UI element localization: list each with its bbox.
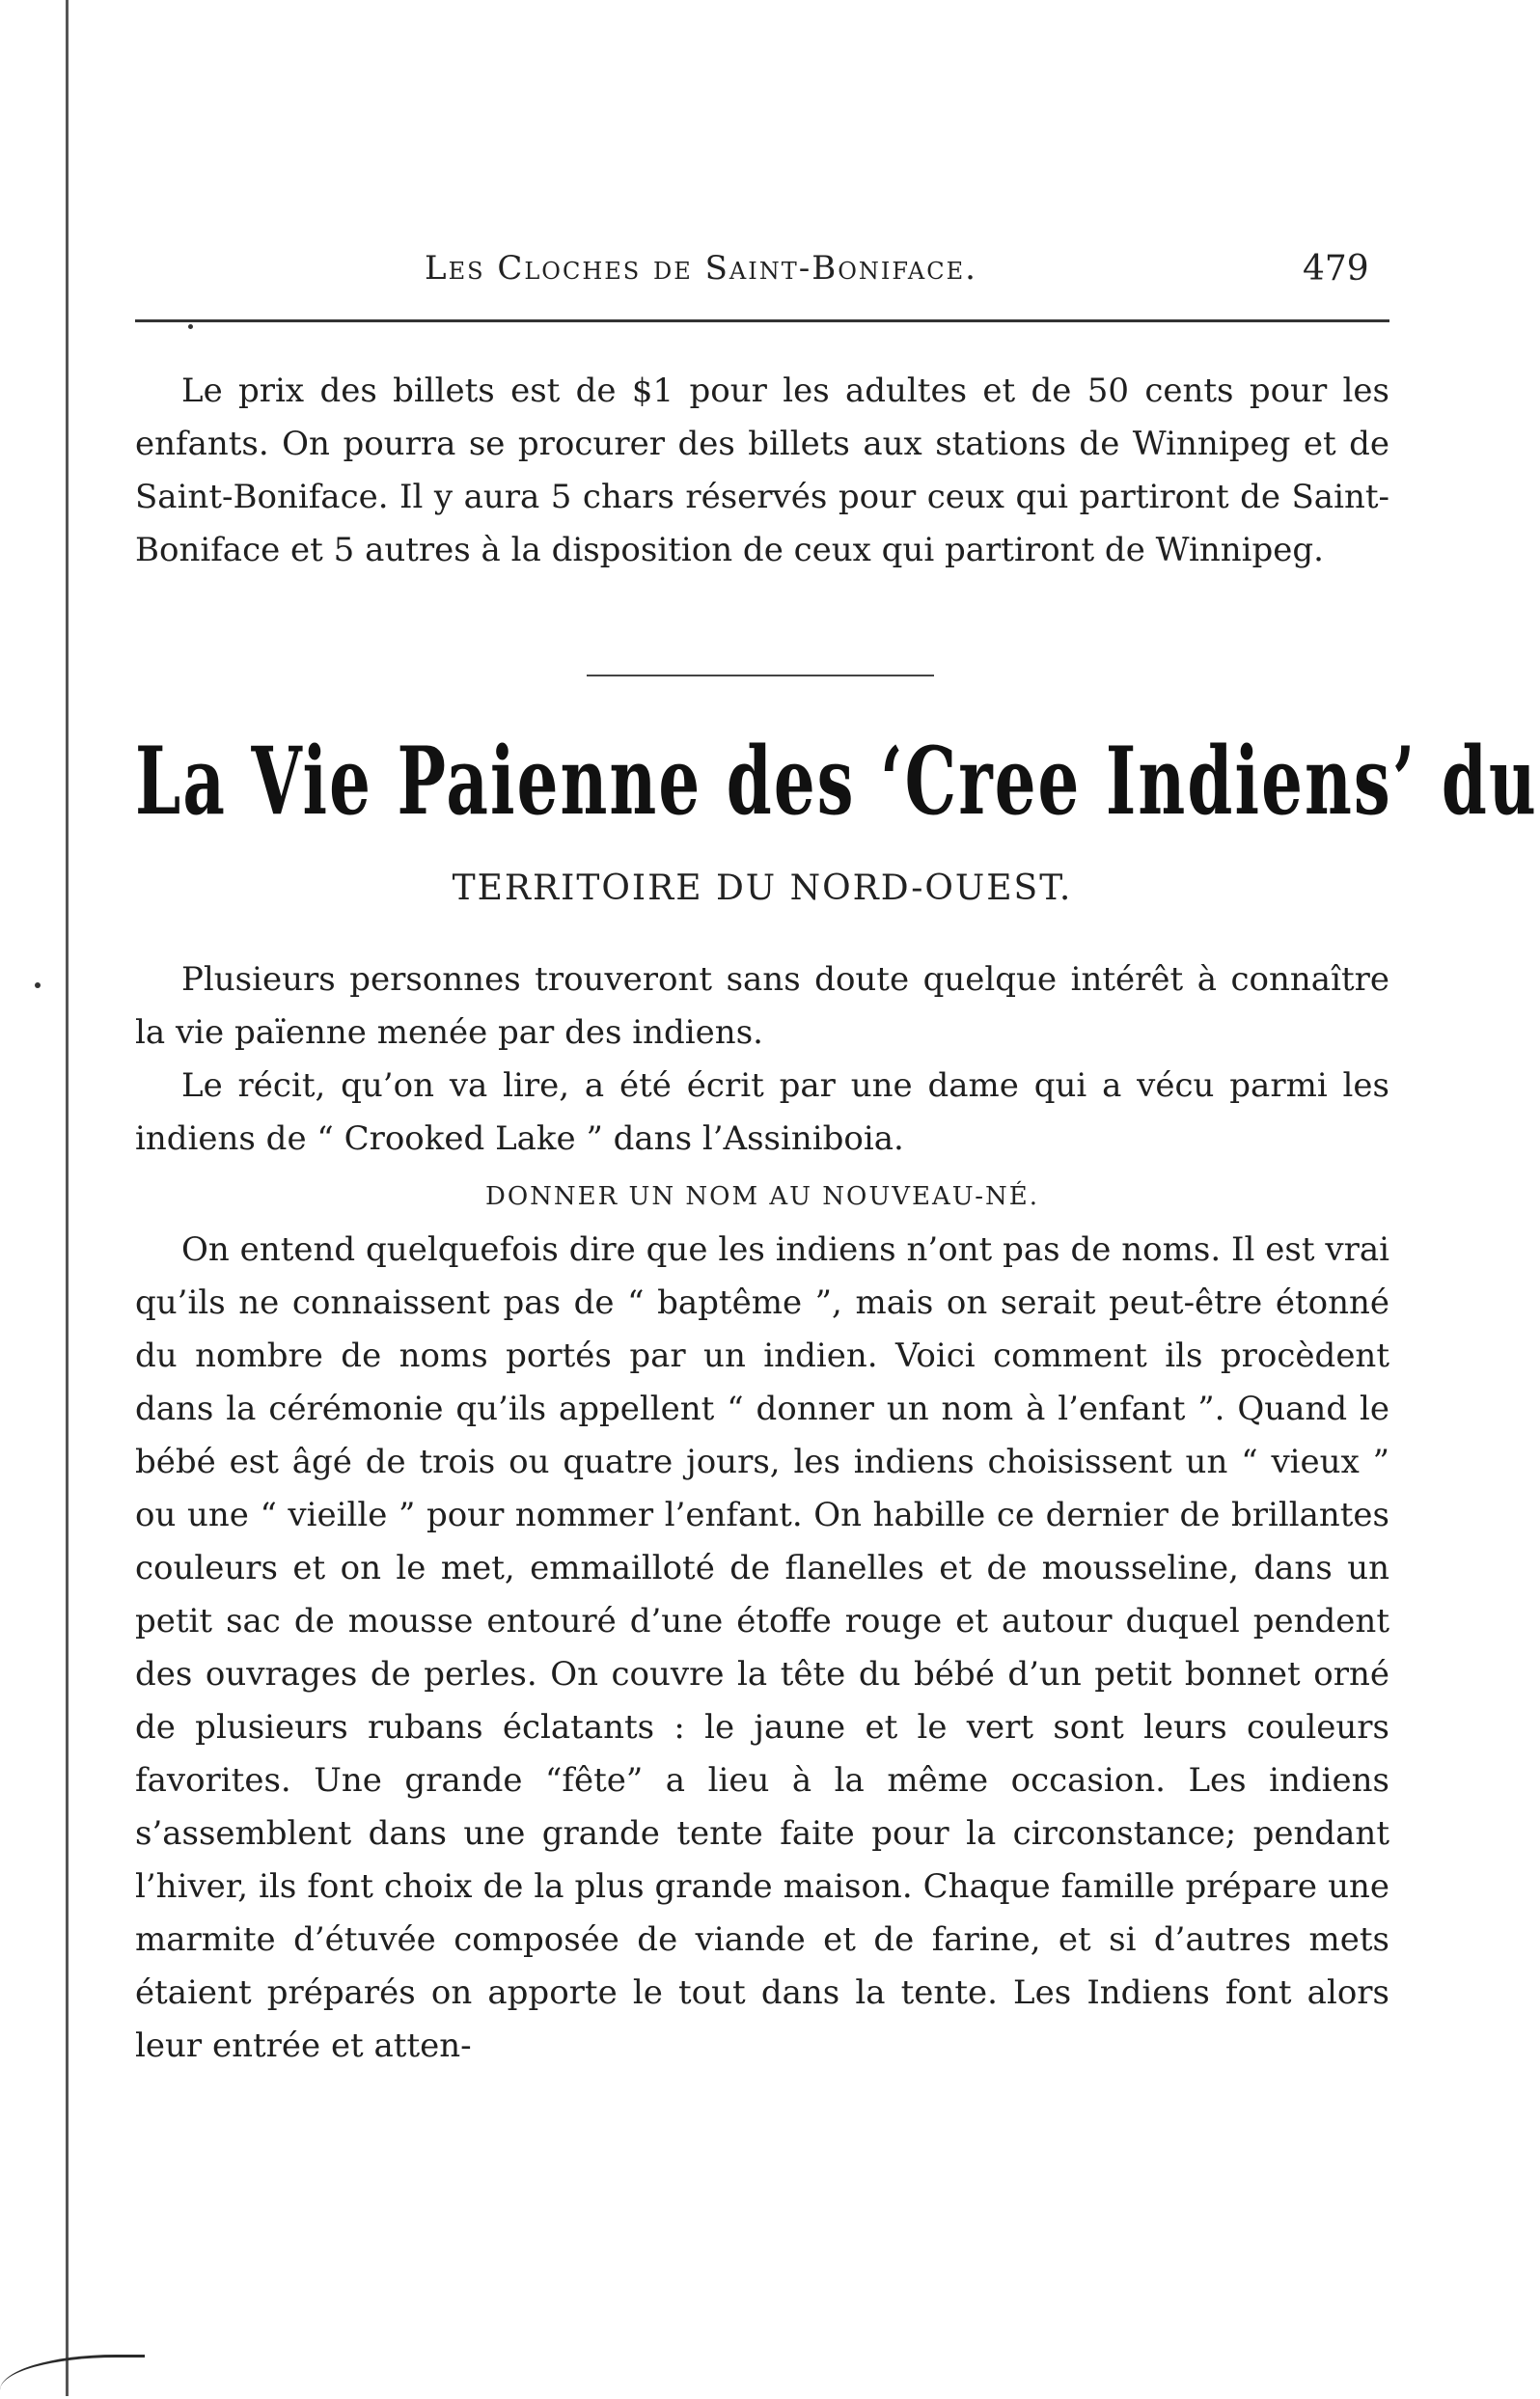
paragraph: Plusieurs personnes trouveront sans doute quelque intérêt à connaître la vie païenne menée par des indiens. xyxy=(135,960,1389,1052)
body-paragraph: On entend quelquefois dire que les indiens n’ont pas de noms. Il est vrai qu’ils ne connaissent pas de “ baptême ”, mais on serait peut-être étonné du nombre de noms portés par un indien. Voici comment ils procèdent dans la cérémonie qu’ils appellent “ donner un nom à l’enfant ”. Quand le bébé est âgé de trois ou quatre jours, les indiens choisissent un “ vieux ” ou une “ vieille ” pour nommer l’enfant. On habille ce dernier de brillantes couleurs et on le met, emmailloté de flanelles et de mousseline, dans un petit sac de mousse entouré d’une étoffe rouge et autour duquel pendent des ouvrages de perles. On couvre la tête du bébé d’un petit bonnet orné de plusieurs rubans éclatants : le jaune et le vert sont leurs couleurs favorites. Une grande “fête” a lieu à la même occasion. Les indiens s’assemblent dans une grande tente faite pour la circonstance; pendant l’hiver, ils font choix de la plus grande maison. Chaque famille prépare une marmite d’étuvée composée de viande et de farine, et si d’autres mets étaient préparés on apporte le tout dans la tente. Les Indiens font alors leur entrée et atten- xyxy=(135,1230,1389,2065)
ink-speck xyxy=(35,982,41,988)
ink-speck xyxy=(188,324,193,329)
section-divider xyxy=(587,675,934,676)
book-spine-edge xyxy=(66,0,69,2396)
article-title: La Vie Paienne des ‘Cree Indiens’ du xyxy=(135,727,1538,836)
section-heading: DONNER UN NOM AU NOUVEAU-NÉ. xyxy=(484,1182,1040,1211)
intro-paragraph: Le prix des billets est de $1 pour les adultes et de 50 cents pour les enfants. On pourra se procurer des billets aux stations de Winnipeg et de Saint-Boniface. Il y aura 5 chars réservés pour ceux qui partiront de Saint-Boniface et 5 autres à la disposition de ceux qui partiront de Winnipeg. xyxy=(135,372,1389,569)
paragraph: Le récit, qu’on va lire, a été écrit par une dame qui a vécu parmi les indiens de “ Crooked Lake ” dans l’Assiniboia. xyxy=(135,1066,1389,1158)
article-subtitle: TERRITOIRE DU NORD-OUEST. xyxy=(452,869,1073,908)
running-title: Les Cloches de Saint-Boniface. xyxy=(425,249,977,288)
page-number: 479 xyxy=(1303,249,1369,289)
header-rule xyxy=(135,319,1389,322)
running-head xyxy=(135,249,1389,297)
page-curl-shadow xyxy=(0,2355,145,2399)
